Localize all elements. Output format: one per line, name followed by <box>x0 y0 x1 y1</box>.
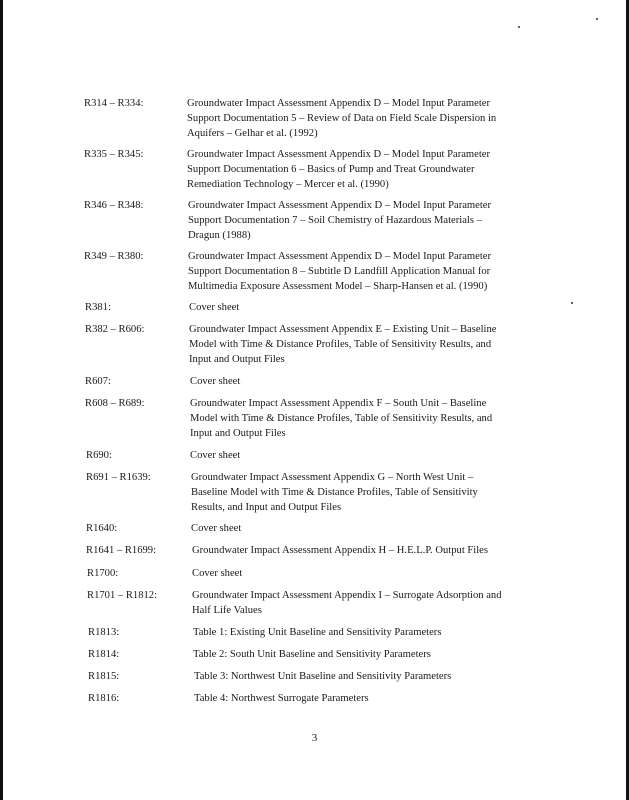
description-line: Table 4: Northwest Surrogate Parameters <box>194 693 369 704</box>
record-range: R607: <box>85 376 111 387</box>
description-line: Table 1: Existing Unit Baseline and Sensitivity Parameters <box>193 627 442 638</box>
record-description <box>194 669 544 684</box>
description-line: Cover sheet <box>190 376 241 387</box>
record-description <box>189 322 539 367</box>
description-line: Dragun (1988) <box>188 230 251 241</box>
scan-speck <box>571 302 573 304</box>
record-range: R1816: <box>88 693 120 704</box>
description-line: Support Documentation 6 – Basics of Pump and Treat Groundwater <box>187 164 475 175</box>
description-line: Cover sheet <box>189 302 240 313</box>
description-line: Groundwater Impact Assessment Appendix E – Existing Unit – Baseline <box>189 324 497 335</box>
record-description <box>191 470 541 515</box>
description-line: Cover sheet <box>192 568 243 579</box>
description-line: Groundwater Impact Assessment Appendix H – H.E.L.P. Output Files <box>192 545 489 556</box>
page-number: 3 <box>311 732 318 744</box>
record-description <box>187 96 537 141</box>
description-line: Model with Time & Distance Profiles, Table of Sensitivity Results, and <box>189 339 492 350</box>
record-description <box>193 647 543 662</box>
description-line: Groundwater Impact Assessment Appendix D – Model Input Parameter <box>188 251 492 262</box>
record-range: R349 – R380: <box>84 251 144 262</box>
record-range: R1640: <box>86 523 118 534</box>
record-range: R691 – R1639: <box>86 472 151 483</box>
record-range: R381: <box>85 302 111 313</box>
description-line: Support Documentation 7 – Soil Chemistry of Hazardous Materials – <box>188 215 482 226</box>
record-range: R608 – R689: <box>85 398 145 409</box>
record-range: R1815: <box>88 671 120 682</box>
description-line: Aquifers – Gelhar et al. (1992) <box>187 128 318 139</box>
record-range: R314 – R334: <box>84 98 144 109</box>
description-line: Remediation Technology – Mercer et al. (1990) <box>187 179 389 190</box>
record-range: R346 – R348: <box>84 200 144 211</box>
description-line: Groundwater Impact Assessment Appendix D – Model Input Parameter <box>188 200 492 211</box>
record-range: R1814: <box>88 649 120 660</box>
record-range: R690: <box>86 450 112 461</box>
description-line: Table 2: South Unit Baseline and Sensitivity Parameters <box>193 649 431 660</box>
record-description <box>191 521 541 536</box>
record-description <box>194 691 544 706</box>
record-description <box>189 300 539 315</box>
description-line: Table 3: Northwest Unit Baseline and Sensitivity Parameters <box>194 671 452 682</box>
description-line: Results, and Input and Output Files <box>191 502 342 513</box>
description-line: Model with Time & Distance Profiles, Table of Sensitivity Results, and <box>190 413 493 424</box>
description-line: Support Documentation 5 – Review of Data on Field Scale Dispersion in <box>187 113 497 124</box>
scan-speck <box>518 26 520 28</box>
record-range: R1701 – R1812: <box>87 590 158 601</box>
description-line: Cover sheet <box>191 523 242 534</box>
record-description <box>192 588 542 618</box>
description-line: Groundwater Impact Assessment Appendix D – Model Input Parameter <box>187 149 491 160</box>
record-description <box>192 566 542 581</box>
record-description <box>188 249 538 294</box>
record-range: R335 – R345: <box>84 149 144 160</box>
record-description <box>188 198 538 243</box>
description-line: Cover sheet <box>190 450 241 461</box>
description-line: Input and Output Files <box>190 428 286 439</box>
record-range: R1641 – R1699: <box>86 545 157 556</box>
record-range: R1813: <box>88 627 120 638</box>
description-line: Baseline Model with Time & Distance Profiles, Table of Sensitivity <box>191 487 478 498</box>
description-line: Groundwater Impact Assessment Appendix D – Model Input Parameter <box>187 98 491 109</box>
description-line: Multimedia Exposure Assessment Model – Sharp-Hansen et al. (1990) <box>188 281 488 292</box>
record-range: R1700: <box>87 568 119 579</box>
description-line: Groundwater Impact Assessment Appendix I – Surrogate Adsorption and <box>192 590 502 601</box>
scan-speck <box>596 18 598 20</box>
description-line: Groundwater Impact Assessment Appendix F – South Unit – Baseline <box>190 398 487 409</box>
description-line: Input and Output Files <box>189 354 285 365</box>
record-description <box>190 396 540 441</box>
record-description <box>190 448 540 463</box>
record-description <box>190 374 540 389</box>
record-description <box>193 625 543 640</box>
description-line: Half Life Values <box>192 605 262 616</box>
record-description <box>187 147 537 192</box>
description-line: Groundwater Impact Assessment Appendix G – North West Unit – <box>191 472 474 483</box>
record-description <box>192 543 542 558</box>
description-line: Support Documentation 8 – Subtitle D Landfill Application Manual for <box>188 266 491 277</box>
record-range: R382 – R606: <box>85 324 145 335</box>
scan-border-left <box>0 0 3 800</box>
